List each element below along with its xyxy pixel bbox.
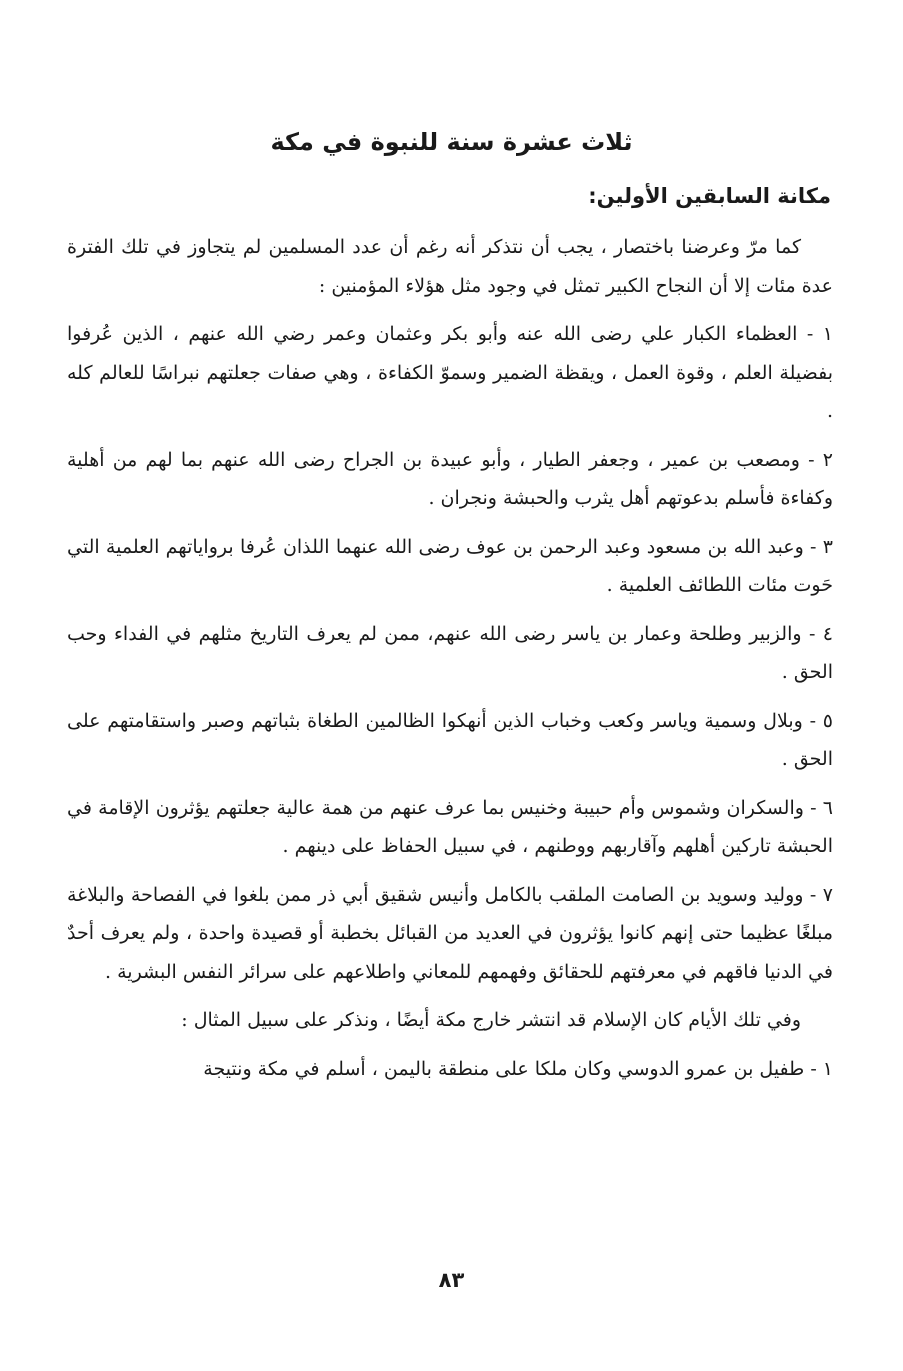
paragraph-outside-mecca: وفي تلك الأيام كان الإسلام قد انتشر خارج مكة أيضًا ، ونذكر على سبيل المثال :	[181, 1009, 801, 1031]
paragraph-intro: كما مرّ وعرضنا باختصار ، يجب أن نتذكر أنه رغم أن عدد المسلمين لم يتجاوز في تلك الفترة عدة مئات إلا أن النجاح الكبير تمثل في وجود مثل هؤلاء المؤمنين :	[67, 236, 833, 297]
section-heading: مكانة السابقين الأولين:	[588, 184, 831, 208]
page-number: ٨٣	[438, 1268, 465, 1292]
paragraph-item-1: ١ - العظماء الكبار علي رضى الله عنه وأبو بكر وعثمان وعمر رضي الله عنهم ، الذين عُرفوا بفضيلة العلم ، وقوة العمل ، ويقظة الضمير وسموّ الكفاءة ، وهي صفات جعلتهم نبراسًا للعالم كله .	[67, 323, 833, 422]
paragraph-item-7: ٧ - ووليد وسويد بن الصامت الملقب بالكامل وأنيس شقيق أبي ذر ممن بلغوا في الفصاحة والبلاغة مبلغًا عظيما حتى إنهم كانوا يؤثرون في العديد من القبائل بخطبة أو قصيدة واحدة ، ولم يعرف أحدٌ في الدنيا فاقهم في معرفتهم للحقائق وفهمهم للمعاني واطلاعهم على سرائر النفس البشرية .	[67, 883, 833, 983]
body-text	[67, 228, 833, 1098]
paragraph-item-6: ٦ - والسكران وشموس وأم حبيبة وخنيس بما عرف عنهم من همة عالية جعلتهم يؤثرون الإقامة في الحبشة تاركين أهلهم وآقاربهم ووطنهم ، في سبيل الحفاظ على دينهم .	[67, 796, 833, 857]
paragraph-item-3: ٣ - وعبد الله بن مسعود وعبد الرحمن بن عوف رضى الله عنهما اللذان عُرفا برواياتهم العلمية التي حَوت مئات اللطائف العلمية .	[67, 535, 833, 596]
page-title: ثلاث عشرة سنة للنبوة في مكة	[270, 128, 633, 156]
paragraph-tufail: ١ - طفيل بن عمرو الدوسي وكان ملكا على منطقة باليمن ، أسلم في مكة ونتيجة	[203, 1057, 833, 1080]
paragraph-item-2: ٢ - ومصعب بن عمير ، وجعفر الطيار ، وأبو عبيدة بن الجراح رضى الله عنهم بما لهم من أهلية وكفاءة فأسلم بدعوتهم أهل يثرب والحبشة ونجران .	[67, 448, 833, 509]
paragraph-item-5: ٥ - وبلال وسمية وياسر وكعب وخباب الذين أنهكوا الظالمين الطغاة بثباتهم وصبر واستقامتهم على الحق .	[67, 709, 833, 770]
paragraph-item-4: ٤ - والزبير وطلحة وعمار بن ياسر رضى الله عنهم، ممن لم يعرف التاريخ مثلهم في الفداء وحب الحق .	[67, 622, 833, 683]
